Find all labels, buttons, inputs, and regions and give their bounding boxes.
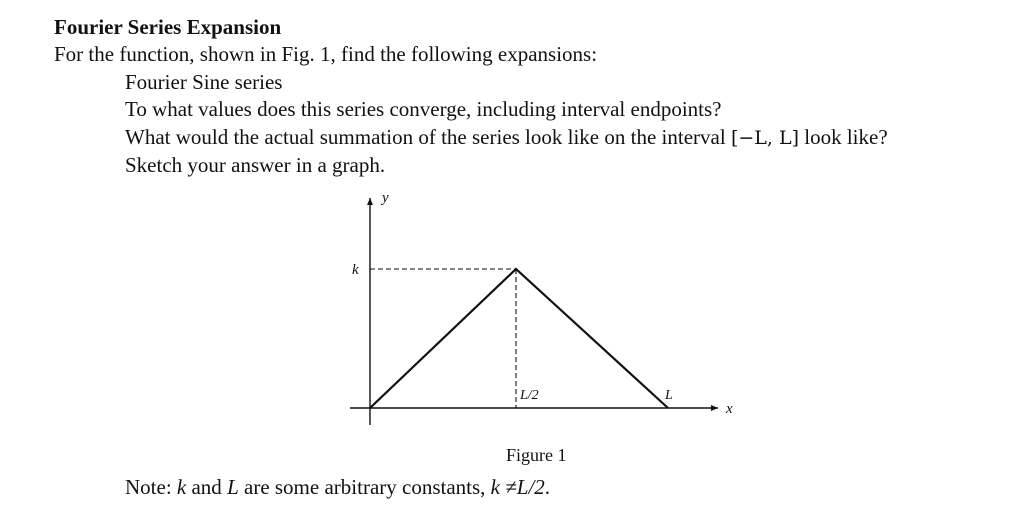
triangle-function-line <box>370 269 668 408</box>
y-axis-label: y <box>382 190 389 206</box>
question-item-2: To what values does this series converge, including interval endpoints? <box>125 97 722 121</box>
mid-label-l-half: L/2 <box>520 388 539 403</box>
interval-math: [−L, L] <box>730 127 799 149</box>
figure-1-graph <box>330 180 750 430</box>
question-item-3-text: What would the actual summation of the series look like on the interval <box>125 125 731 149</box>
note-middle: are some arbitrary constants, <box>238 475 491 499</box>
note-expression: k ≠L/2 <box>490 475 545 499</box>
end-label-l: L <box>665 388 673 403</box>
x-axis-label: x <box>726 401 733 417</box>
note-suffix: . <box>544 475 551 499</box>
intro-text: For the function, shown in Fig. 1, find the following expansions: <box>54 42 598 66</box>
note-and: and <box>186 475 228 499</box>
question-item-3-tail: look like? <box>799 125 888 149</box>
page-title: Fourier Series Expansion <box>54 15 282 39</box>
question-item-3 <box>125 125 888 150</box>
question-item-1: Fourier Sine series <box>125 70 283 94</box>
peak-label-k: k <box>352 262 359 278</box>
note-var-k: k <box>176 475 187 499</box>
note-text <box>125 475 550 499</box>
note-prefix: Note: <box>125 475 177 499</box>
question-item-4: Sketch your answer in a graph. <box>125 153 386 177</box>
figure-caption: Figure 1 <box>506 445 567 465</box>
note-var-l: L <box>227 475 239 499</box>
